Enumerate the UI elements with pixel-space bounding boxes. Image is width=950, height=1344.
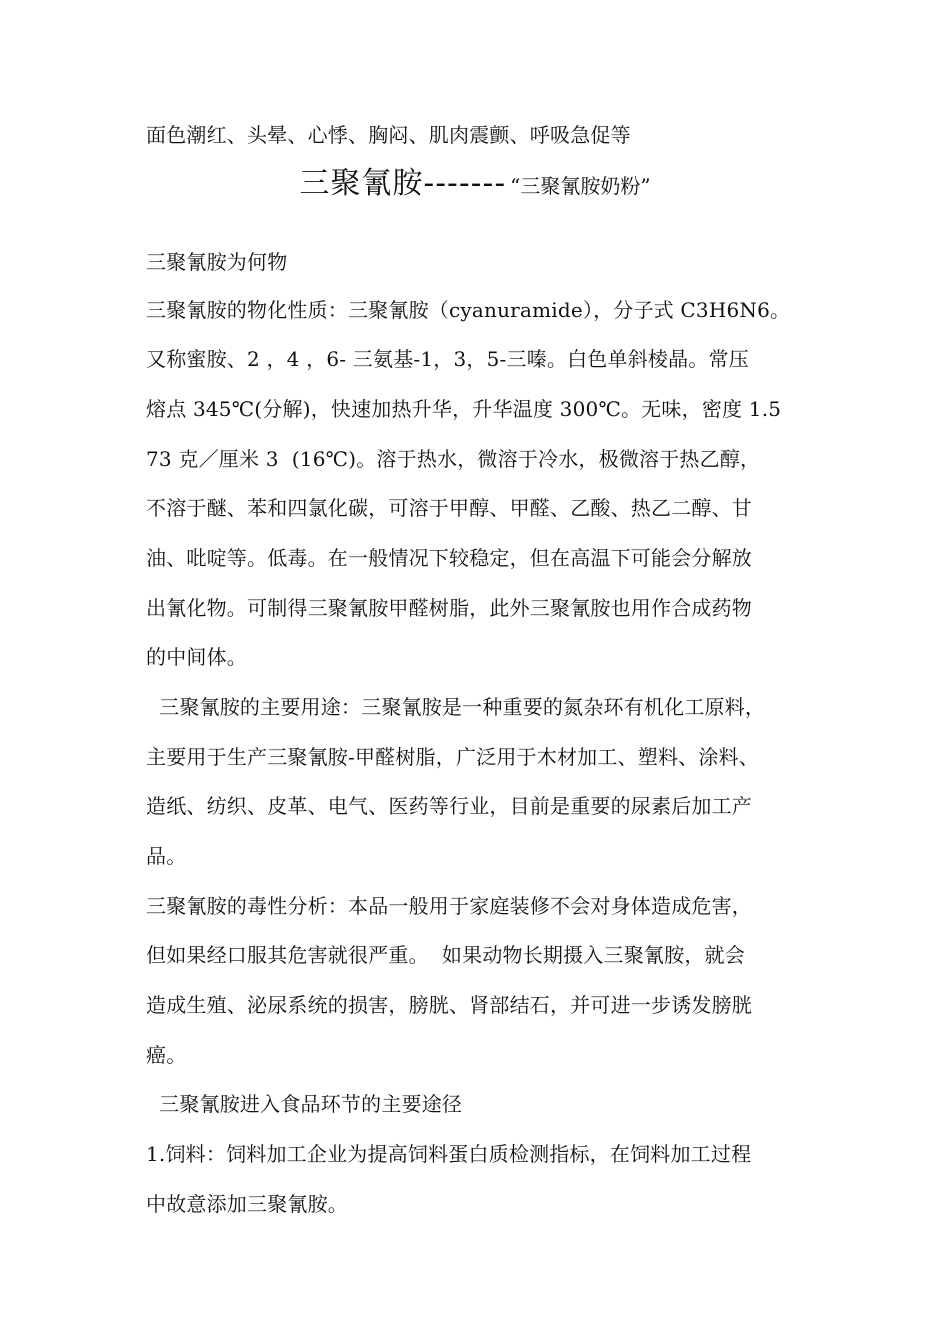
- paragraph-line: 三聚氰胺的主要用途：三聚氰胺是一种重要的氮杂环有机化工原料，: [146, 695, 766, 719]
- paragraph-line: 又称蜜胺、2 ，4 ，6- 三氨基-1，3，5-三嗪。白色单斜棱晶。常压: [146, 347, 749, 371]
- paragraph-line: 三聚氰胺的物化性质：三聚氰胺（cyanuramide），分子式 C3H6N6。: [146, 298, 791, 322]
- paragraph-line: 出氰化物。可制得三聚氰胺甲醛树脂，此外三聚氰胺也用作合成药物: [146, 596, 752, 620]
- title-subtitle: “三聚氰胺奶粉”: [510, 174, 651, 198]
- paragraph-line: 的中间体。: [146, 645, 247, 669]
- paragraph-line: 造成生殖、泌尿系统的损害，膀胱、肾部结石，并可进一步诱发膀胱: [146, 993, 752, 1017]
- paragraph-line: 不溶于醚、苯和四氯化碳，可溶于甲醇、甲醛、乙酸、热乙二醇、甘: [146, 496, 752, 520]
- title-main: 三聚氰胺-------: [299, 166, 507, 201]
- paragraph-line: 油、吡啶等。低毒。在一般情况下较稳定，但在高温下可能会分解放: [146, 546, 752, 570]
- section-heading-what-is: 三聚氰胺为何物: [146, 250, 288, 274]
- paragraph-line: 主要用于生产三聚氰胺-甲醛树脂，广泛用于木材加工、塑料、涂料、: [146, 745, 759, 769]
- intro-line: 面色潮红、头晕、心悸、胸闷、肌肉震颤、呼吸急促等: [146, 123, 631, 147]
- paragraph-line: 但如果经口服其危害就很严重。 如果动物长期摄入三聚氰胺，就会: [146, 943, 745, 967]
- paragraph-line: 73 克／厘米 3 (16℃)。溶于热水，微溶于冷水，极微溶于热乙醇，: [146, 447, 761, 471]
- document-title: [0, 164, 950, 208]
- paragraph-line: 品。: [146, 844, 187, 868]
- paragraph-line: 造纸、纺织、皮革、电气、医药等行业，目前是重要的尿素后加工产: [146, 794, 752, 818]
- paragraph-line: 三聚氰胺的毒性分析：本品一般用于家庭装修不会对身体造成危害，: [146, 894, 752, 918]
- section-heading-food-route: 三聚氰胺进入食品环节的主要途径: [146, 1092, 463, 1116]
- paragraph-line: 中故意添加三聚氰胺。: [146, 1192, 348, 1216]
- paragraph-line: 癌。: [146, 1043, 187, 1067]
- paragraph-line: 熔点 345℃(分解)，快速加热升华，升华温度 300℃。无味，密度 1.5: [146, 397, 782, 421]
- paragraph-line: 1.饲料：饲料加工企业为提高饲料蛋白质检测指标，在饲料加工过程: [146, 1142, 752, 1166]
